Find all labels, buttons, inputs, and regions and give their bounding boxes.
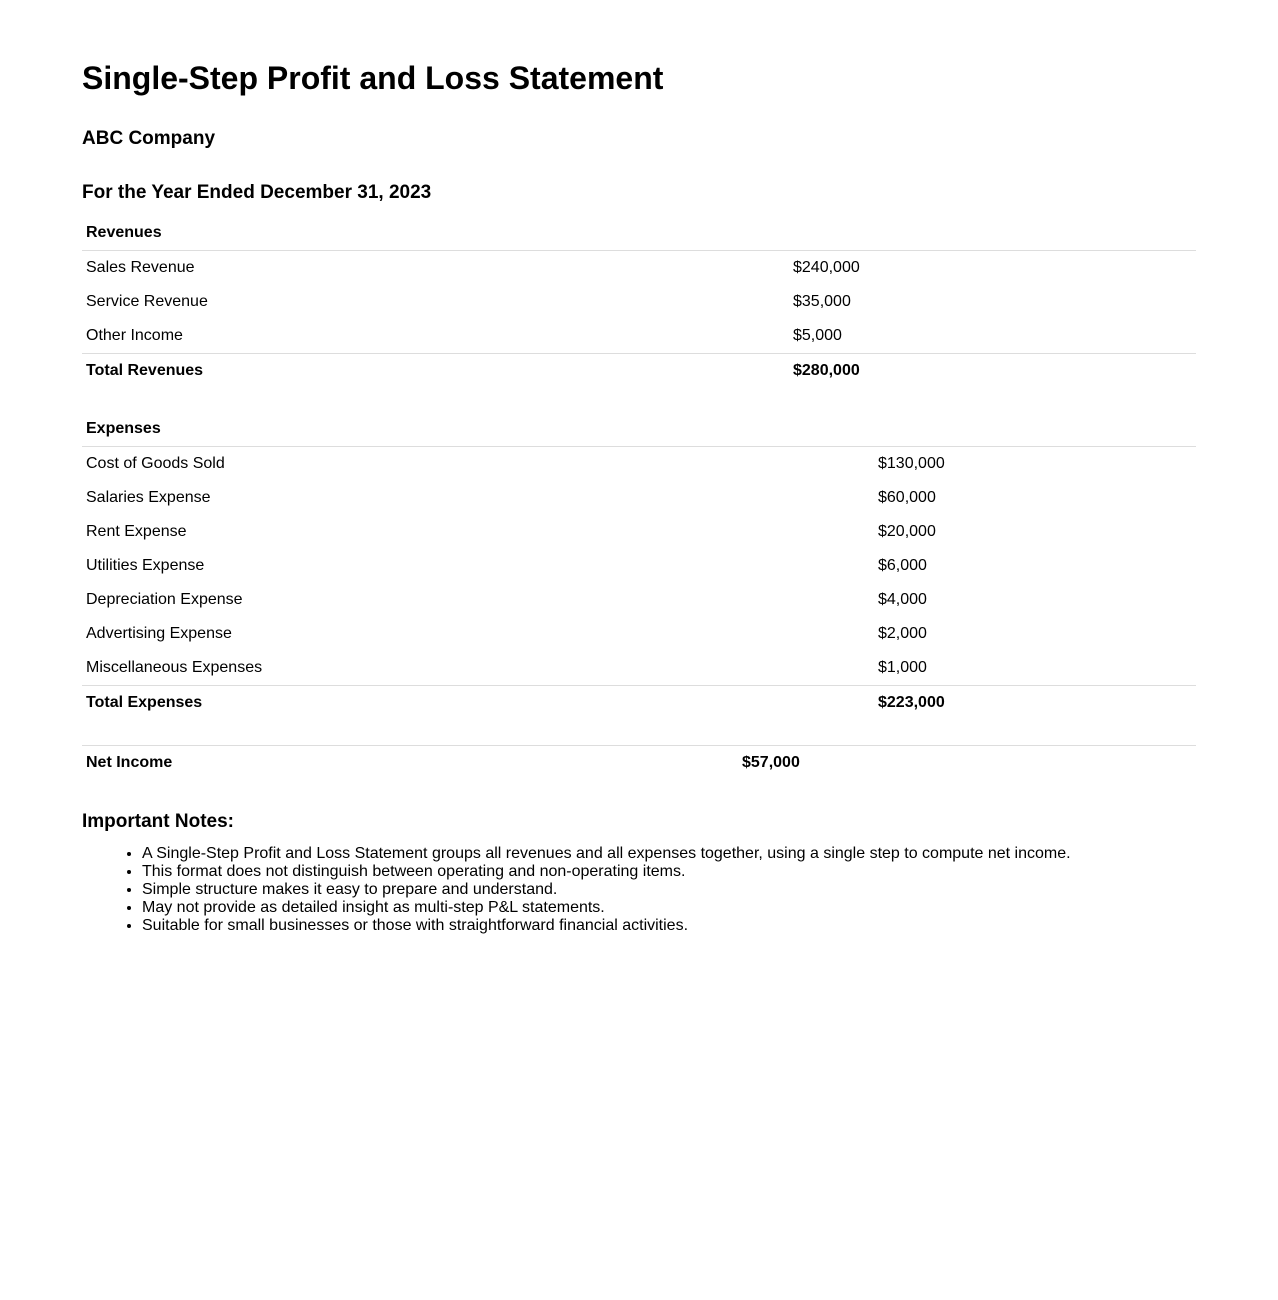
table-row [82,515,1196,549]
expense-amount: $4,000 [878,591,927,608]
revenues-heading-row [82,216,1196,251]
expense-amount: $1,000 [878,659,927,676]
total-expenses-row [82,685,1196,720]
list-item: • May not provide as detailed insight as multi-step P&L statements. [142,899,1071,917]
revenue-amount: $240,000 [793,259,860,276]
revenues-section [82,216,1196,388]
revenue-label: Service Revenue [86,293,208,310]
total-revenues-row [82,353,1196,388]
net-income-section [82,745,1196,780]
notes-list [82,845,1071,935]
expense-amount: $60,000 [878,489,936,506]
list-item: • A Single-Step Profit and Loss Statement groups all revenues and all expenses together, using a single step to compute net income. [142,845,1071,863]
revenue-amount: $5,000 [793,327,842,344]
revenue-label: Sales Revenue [86,259,195,276]
list-item: • This format does not distinguish between operating and non-operating items. [142,863,1071,881]
net-income-row [82,745,1196,780]
expense-amount: $2,000 [878,625,927,642]
total-expenses-amount: $223,000 [878,694,945,711]
expenses-heading-row [82,412,1196,447]
expense-label: Cost of Goods Sold [86,455,225,472]
expense-label: Miscellaneous Expenses [86,659,263,676]
expense-amount: $6,000 [878,557,927,574]
total-revenues-amount: $280,000 [793,362,860,379]
table-row [82,285,1196,319]
table-row [82,319,1196,353]
expense-label: Salaries Expense [86,489,211,506]
total-revenues-label: Total Revenues [86,362,204,379]
page-title: Single-Step Profit and Loss Statement [82,60,664,96]
total-expenses-label: Total Expenses [86,694,203,711]
notes-heading: Important Notes: [82,811,234,832]
revenues-heading: Revenues [86,224,162,241]
expense-amount: $130,000 [878,455,945,472]
expenses-heading: Expenses [86,420,161,437]
table-row [82,481,1196,515]
expense-label: Advertising Expense [86,625,232,642]
net-income-amount: $57,000 [742,754,800,771]
expense-label: Depreciation Expense [86,591,243,608]
revenue-amount: $35,000 [793,293,851,310]
list-item: • Simple structure makes it easy to prepare and understand. [142,881,1071,899]
expenses-section [82,412,1196,720]
revenue-label: Other Income [86,327,183,344]
reporting-period: For the Year Ended December 31, 2023 [82,182,432,203]
table-row [82,583,1196,617]
table-row [82,549,1196,583]
table-row [82,447,1196,481]
company-name: ABC Company [82,128,216,149]
expense-label: Utilities Expense [86,557,205,574]
table-row [82,251,1196,285]
expense-label: Rent Expense [86,523,187,540]
table-row [82,651,1196,685]
net-income-label: Net Income [86,754,173,771]
expense-amount: $20,000 [878,523,936,540]
list-item: • Suitable for small businesses or those with straightforward financial activities. [142,917,1071,935]
table-row [82,617,1196,651]
